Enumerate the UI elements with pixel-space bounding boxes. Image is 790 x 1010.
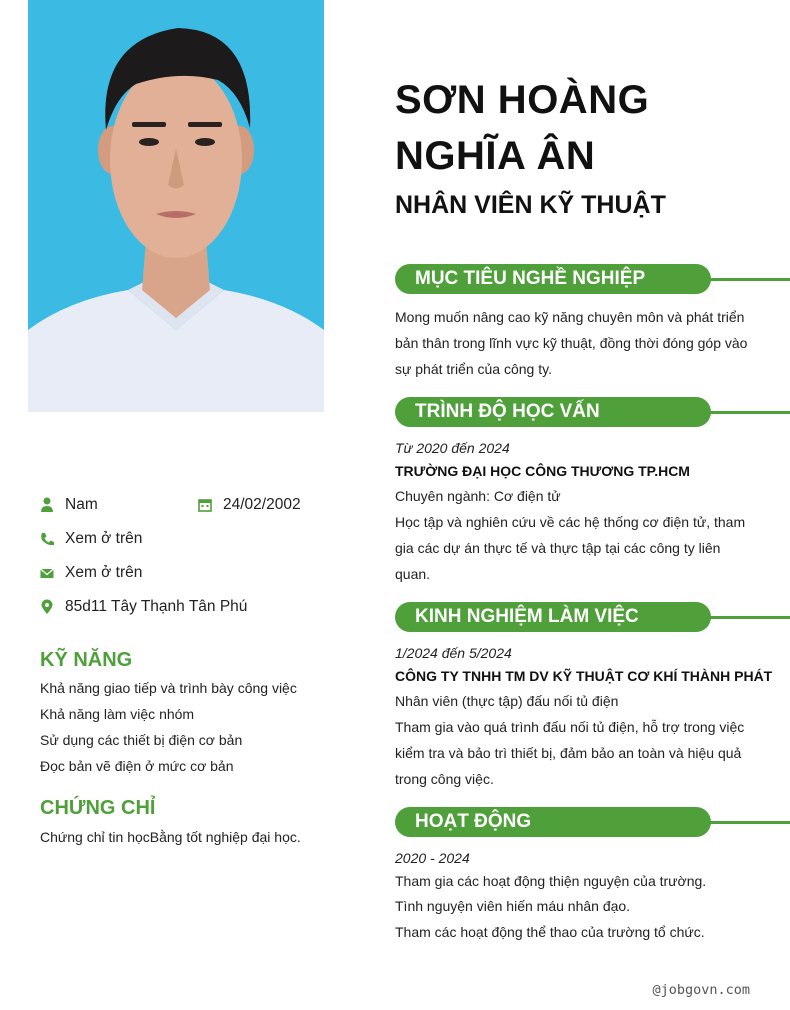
education-line: Học tập và nghiên cứu về các hệ thống cơ điện tử, tham [395,514,746,530]
activities-period: 2020 - 2024 [395,850,470,866]
map-pin-icon [40,599,54,615]
objective-text [395,304,750,382]
header-divider [705,616,790,619]
experience-heading: KINH NGHIỆM LÀM VIỆC [395,602,711,632]
profile-photo [28,0,324,412]
skill-item: Sử dụng các thiết bị điện cơ bản [40,732,243,748]
skill-item: Đọc bản vẽ điện ở mức cơ bản [40,758,234,774]
footer-watermark: @jobgovn.com [652,982,750,998]
phone-value: Xem ở trên [65,530,143,547]
experience-period: 1/2024 đến 5/2024 [395,645,512,661]
objective-line: bản thân trong lĩnh vực kỹ thuật, đồng thời đóng góp vào [395,335,748,351]
experience-company: CÔNG TY TNHH TM DV KỸ THUẬT CƠ KHÍ THÀNH PHÁT [395,668,773,684]
objective-heading: MỤC TIÊU NGHỀ NGHIỆP [395,264,711,294]
birthday-value: 24/02/2002 [223,496,301,513]
email-value: Xem ở trên [65,564,143,581]
objective-line: Mong muốn nâng cao kỹ năng chuyên môn và phát triển [395,309,745,325]
skill-item: Khả năng làm việc nhóm [40,706,195,722]
phone-icon [40,531,54,547]
name-line-2: NGHĨA ÂN [395,134,596,178]
experience-line: Tham gia vào quá trình đấu nối tủ điện, hỗ trợ trong việc [395,719,745,735]
gender-value: Nam [65,496,98,513]
person-icon [40,497,54,513]
skills-heading: KỸ NĂNG [40,649,133,671]
certificate-item: Chứng chỉ tin họcBằng tốt nghiệp đại học. [40,829,301,845]
skill-item: Khả năng giao tiếp và trình bày công việc [40,680,297,696]
experience-line: trong công việc. [395,771,494,787]
name-line-1: SƠN HOÀNG [395,78,650,122]
experience-position: Nhân viên (thực tập) đấu nối tủ điện [395,693,619,709]
education-heading: TRÌNH ĐỘ HỌC VẤN [395,397,711,427]
activity-item: Tham các hoạt động thể thao của trường tổ chức. [395,924,705,940]
education-major: Chuyên ngành: Cơ điện tử [395,488,561,504]
objective-header [395,264,790,294]
envelope-icon [40,565,54,581]
activities-header [395,807,790,837]
education-period: Từ 2020 đến 2024 [395,440,510,456]
header-divider [705,278,790,281]
experience-header [395,602,790,632]
calendar-icon [198,497,212,513]
education-line: gia các dự án thực tế và thực tập tại các công ty liên [395,540,721,556]
education-header [395,397,790,427]
activity-item: Tham gia các hoạt động thiện nguyện của trường. [395,873,707,889]
certificates-heading: CHỨNG CHỈ [40,797,156,819]
activity-item: Tình nguyện viên hiến máu nhân đạo. [395,898,631,914]
address-value: 85d11 Tây Thạnh Tân Phú [65,598,248,615]
objective-line: sự phát triển của công ty. [395,361,552,377]
education-description [395,509,750,587]
header-divider [705,411,790,414]
header-divider [705,821,790,824]
full-name [395,72,755,184]
education-school: TRƯỜNG ĐẠI HỌC CÔNG THƯƠNG TP.HCM [395,463,690,479]
experience-line: kiểm tra và bảo trì thiết bị, đảm bảo an toàn và hiệu quả [395,745,742,761]
experience-description [395,714,750,792]
education-line: quan. [395,566,431,582]
job-title: NHÂN VIÊN KỸ THUẬT [395,191,666,219]
activities-heading: HOẠT ĐỘNG [395,807,711,837]
